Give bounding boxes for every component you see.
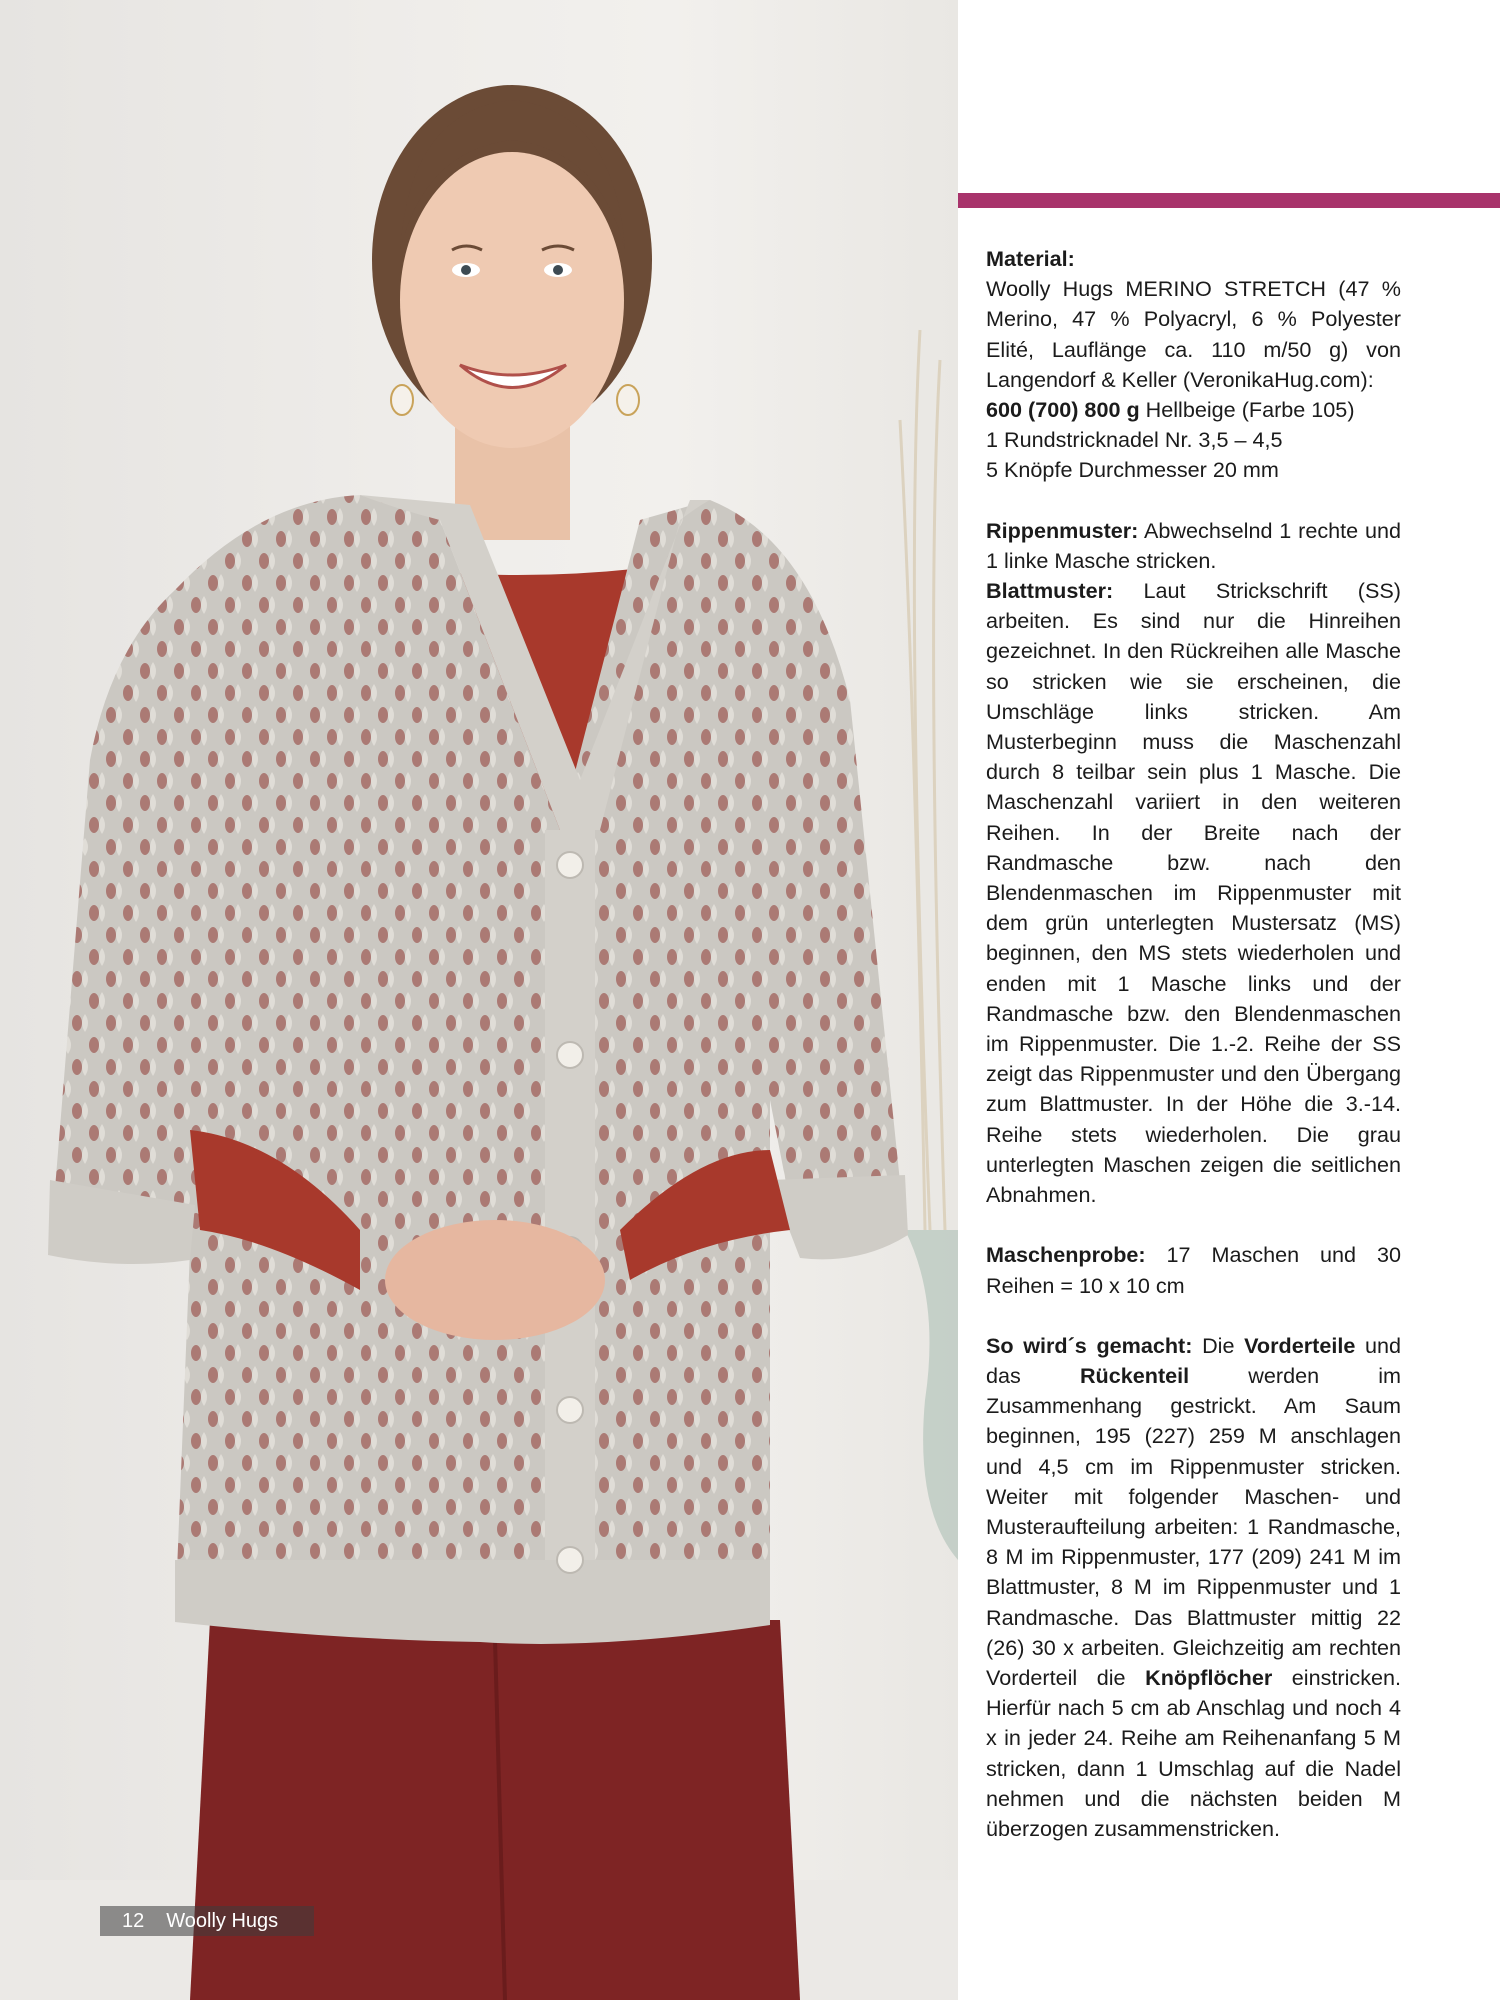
howto-bold-front: Vorderteile [1244, 1332, 1356, 1358]
page-folio [100, 1906, 314, 1936]
hands [385, 1220, 605, 1340]
howto-bold-back: Rückenteil [1079, 1362, 1190, 1388]
material-yarn: Woolly Hugs MERINO STRETCH (47 % Merino, 47 % Polyacryl, 6 % Polyester Elité, Lauflänge ca. 110 m/50 g) von Langendorf & Keller (VeronikaHug.com): [986, 276, 1401, 392]
face [400, 152, 624, 448]
vase [905, 1230, 958, 1560]
howto-text-1: Die [1202, 1332, 1235, 1358]
material-color: Hellbeige (Farbe 105) [1145, 397, 1355, 423]
howto-section [986, 1331, 1401, 1844]
rib-pattern [986, 516, 1401, 576]
pattern-section [986, 516, 1401, 1211]
howto-heading: So wird´s gemacht: [986, 1332, 1193, 1358]
leaf-text: Laut Strickschrift (SS) arbeiten. Es sind nur die Hinreihen gezeichnet. In den Rückreihen alle Masche so stricken wie sie erscheinen, die Umschläge links stricken. Am Musterbeginn muss die Maschenzahl durch 8 teilbar sein plus 1 Masche. Die Maschenzahl variiert in den weiteren Reihen. In der Breite nach der Randmasche bzw. nach den Blendenmaschen im Rippenmuster mit dem grün unterlegten Mustersatz (MS) beginnen, den MS stets wiederholen und enden mit 1 Masche links und der Randmasche bzw. den Blendenmaschen im Rippenmuster. Die 1.-2. Reihe der SS zeigt das Rippenmuster und den Übergang zum Blattmuster. In der Höhe die 3.-14. Reihe stets wiederholen. Die grau unterlegten Maschen zeigen die seitlichen Abnahmen. [986, 578, 1401, 1208]
material-needle: 1 Rundstricknadel Nr. 3,5 – 4,5 [986, 427, 1283, 453]
howto-bold-buttonholes: Knöpflöcher [1145, 1664, 1273, 1690]
howto-text-4: einstricken. Hierfür nach 5 cm ab Anschlag und noch 4 x in jeder 24. Reihe am Reihenanfang 5 M stricken, dann 1 Umschlag auf die Nadel nehmen und die nächsten beiden M überzogen zusammenstricken. [986, 1664, 1402, 1841]
accent-divider [958, 193, 1500, 208]
gauge-heading: Maschenprobe: [986, 1242, 1146, 1268]
instructions-column [986, 244, 1401, 1874]
howto-text-3: werden im Zusammenhang gestrickt. Am Saum beginnen, 195 (227) 259 M anschlagen und 4,5 cm im Rippenmuster stricken. Weiter mit folgender Maschen- und Musteraufteilung arbeiten: 1 Randmasche, 8 M im Rippenmuster, 177 (209) 241 M im Blattmuster, 8 M im Rippenmuster und 1 Randmasche. Das Blattmuster mittig 22 (26) 30 x arbeiten. Gleichzeitig am rechten Vorderteil die [986, 1362, 1402, 1690]
howto-text-2: und das [986, 1332, 1402, 1388]
page-number: 12 [122, 1909, 145, 1932]
material-buttons: 5 Knöpfe Durchmesser 20 mm [986, 457, 1279, 483]
rib-text: Abwechselnd 1 rechte und 1 linke Masche stricken. [986, 517, 1401, 573]
cardigan [50, 495, 905, 1643]
gauge-text: 17 Maschen und 30 Reihen = 10 x 10 cm [986, 1242, 1402, 1298]
gauge-section [986, 1240, 1401, 1300]
leaf-heading: Blattmuster: [986, 578, 1114, 604]
material-amount [986, 395, 1401, 425]
earring-left [391, 385, 413, 415]
rib-heading: Rippenmuster: [986, 517, 1139, 543]
material-amount-value: 600 (700) 800 g [986, 397, 1140, 423]
dried-grass [900, 330, 945, 1230]
earring-right [617, 385, 639, 415]
magazine-name: Woolly Hugs [166, 1909, 279, 1932]
material-heading: Material: [986, 246, 1075, 271]
material-section [986, 244, 1401, 486]
leaf-pattern [986, 576, 1401, 1210]
